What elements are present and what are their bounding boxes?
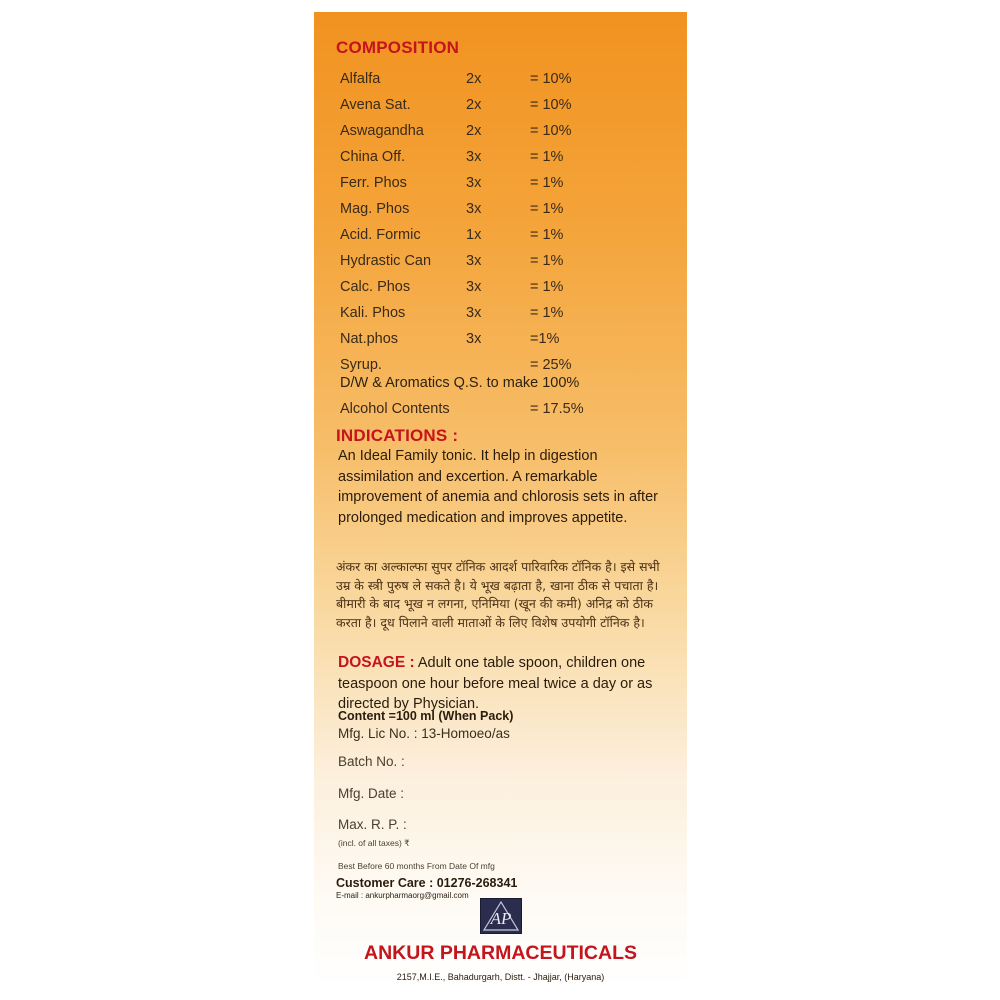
product-label bbox=[314, 12, 687, 988]
ingredient-percent: = 10% bbox=[530, 97, 572, 113]
company-logo-mark bbox=[481, 899, 521, 933]
composition-row bbox=[340, 227, 670, 249]
ingredient-percent: = 1% bbox=[530, 175, 564, 191]
ingredient-name: Aswagandha bbox=[340, 123, 424, 139]
ingredient-name: Calc. Phos bbox=[340, 279, 411, 295]
ingredient-name: Hydrastic Can bbox=[340, 253, 432, 269]
dosage-text: Adult one table spoon, children one teaspoon one hour before meal twice a day or as directed by Physician. bbox=[338, 655, 653, 712]
best-before-line: Best Before 60 months From Date Of mfg bbox=[338, 861, 495, 871]
ingredient-percent: = 1% bbox=[530, 227, 564, 243]
dosage-block bbox=[338, 653, 676, 715]
ingredient-percent: = 1% bbox=[530, 149, 564, 165]
composition-row bbox=[340, 71, 670, 93]
ingredient-name: Syrup. bbox=[340, 357, 382, 373]
batch-no-line: Batch No. : bbox=[338, 754, 405, 769]
mfg-date-line: Mfg. Date : bbox=[338, 786, 405, 801]
ingredient-name: Alfalfa bbox=[340, 71, 381, 87]
company-logo bbox=[480, 898, 522, 934]
alcohol-percent: = 17.5% bbox=[530, 401, 584, 417]
logo-letters: AP bbox=[490, 909, 512, 928]
ingredient-name: China Off. bbox=[340, 149, 406, 165]
mrp-line: Max. R. P. : bbox=[338, 817, 407, 832]
composition-row bbox=[340, 331, 670, 353]
ingredient-name: Avena Sat. bbox=[340, 97, 411, 113]
ingredient-percent: = 1% bbox=[530, 279, 564, 295]
ingredient-potency: 3x bbox=[466, 149, 482, 165]
ingredient-percent: =1% bbox=[530, 331, 560, 347]
ingredient-name: Mag. Phos bbox=[340, 201, 410, 217]
mfg-lic-line: Mfg. Lic No. : 13-Homoeo/as bbox=[338, 726, 510, 741]
email-line: E-mail : ankurpharmaorg@gmail.com bbox=[336, 891, 469, 900]
composition-row bbox=[340, 123, 670, 145]
dosage-heading: DOSAGE : bbox=[338, 654, 415, 671]
ingredient-percent: = 1% bbox=[530, 201, 564, 217]
taxes-note: (incl. of all taxes) ₹ bbox=[338, 838, 410, 848]
ingredient-potency: 1x bbox=[466, 227, 482, 243]
ingredient-potency: 3x bbox=[466, 331, 482, 347]
composition-row bbox=[340, 201, 670, 223]
content-line: Content =100 ml (When Pack) bbox=[338, 709, 514, 723]
ingredient-name: Nat.phos bbox=[340, 331, 399, 347]
ingredient-potency: 3x bbox=[466, 279, 482, 295]
ingredient-percent: = 10% bbox=[530, 71, 572, 87]
ingredient-name: Ferr. Phos bbox=[340, 175, 407, 191]
ingredient-potency: 3x bbox=[466, 305, 482, 321]
indications-heading: INDICATIONS : bbox=[336, 426, 459, 445]
ingredient-percent: = 10% bbox=[530, 123, 572, 139]
ingredient-potency: 2x bbox=[466, 97, 482, 113]
company-address: 2157,M.I.E., Bahadurgarh, Distt. - Jhajjar, (Haryana) bbox=[396, 972, 605, 982]
composition-heading: COMPOSITION bbox=[336, 38, 460, 57]
ingredient-potency: 3x bbox=[466, 253, 482, 269]
alcohol-name: Alcohol Contents bbox=[340, 401, 450, 417]
ingredient-potency: 2x bbox=[466, 71, 482, 87]
dw-aromatics-line: D/W & Aromatics Q.S. to make 100% bbox=[340, 375, 580, 391]
customer-care-line: Customer Care : 01276-268341 bbox=[336, 876, 518, 890]
ingredient-percent: = 1% bbox=[530, 253, 564, 269]
ingredient-potency: 2x bbox=[466, 123, 482, 139]
composition-row bbox=[340, 305, 670, 327]
ingredient-potency: 3x bbox=[466, 175, 482, 191]
ingredient-name: Acid. Formic bbox=[340, 227, 421, 243]
composition-row bbox=[340, 97, 670, 119]
ingredient-percent: = 25% bbox=[530, 357, 572, 373]
ingredient-potency: 3x bbox=[466, 201, 482, 217]
composition-row bbox=[340, 253, 670, 275]
indications-text: An Ideal Family tonic. It help in digestion assimilation and excertion. A remarkable improvement of anemia and chlorosis sets in after prolonged medication and improves appetite. bbox=[338, 448, 658, 526]
indications-hindi-text: अंकर का अल्काल्फा सुपर टॉनिक आदर्श पारिवारिक टॉनिक है। इसे सभी उम्र के स्त्री पुरुष ले सकते है। ये भूख बढ़ाता है, खाना ठीक से पचाता है। बीमारी के बाद भूख न लगना, एनिमिया (खून की कमी) अनिद्र को ठीक करता है। दूध पिलाने वाली माताओं के लिए विशेष उपयोगी टॉनिक है। bbox=[336, 559, 660, 630]
ingredient-name: Kali. Phos bbox=[340, 305, 406, 321]
composition-row bbox=[340, 175, 670, 197]
ingredient-percent: = 1% bbox=[530, 305, 564, 321]
composition-row bbox=[340, 149, 670, 171]
alcohol-row bbox=[340, 401, 670, 423]
composition-row bbox=[340, 279, 670, 301]
company-name: ANKUR PHARMACEUTICALS bbox=[364, 942, 637, 964]
